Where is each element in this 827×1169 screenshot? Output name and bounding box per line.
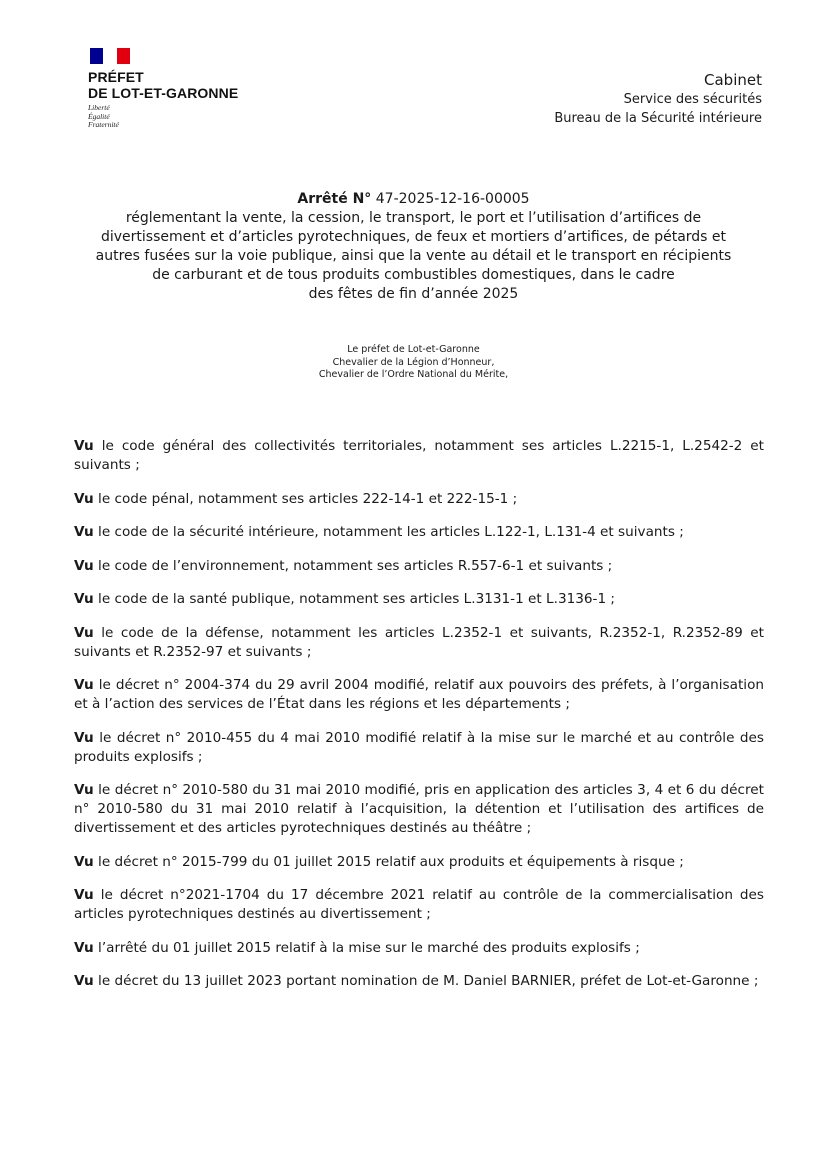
prefecture-logo xyxy=(88,48,238,130)
visa-item: Vu le décret n° 2010-455 du 4 mai 2010 modifié relatif à la mise sur le marché et au contrôle des produits explosifs ; xyxy=(74,729,764,765)
arrete-title-block xyxy=(80,190,747,304)
arrete-heading xyxy=(80,190,747,209)
visa-item: Vu le décret n°2021-1704 du 17 décembre 2021 relatif au contrôle de la commercialisation des articles pyrotechniques destinés au divertissement ; xyxy=(74,887,764,922)
subject-line: des fêtes de fin d’année 2025 xyxy=(308,286,519,302)
visa-item: Vu le code pénal, notamment ses articles 222-14-1 et 222-15-1 ; xyxy=(74,490,518,507)
visas-list xyxy=(74,437,764,1006)
arrete-label: Arrêté N° xyxy=(297,191,372,207)
subject-line: réglementant la vente, la cession, le transport, le port et l’utilisation d’artifices de xyxy=(125,210,702,226)
visa-item: Vu le code de la santé publique, notamment ses articles L.3131-1 et L.3136-1 ; xyxy=(74,591,615,607)
cabinet-label: Cabinet xyxy=(704,71,762,89)
service-line: Service des sécurités xyxy=(623,92,762,107)
visa-item: Vu le code de l’environnement, notamment ses articles R.557-6-1 et suivants ; xyxy=(74,557,613,574)
subject-line: divertissement et d’articles pyrotechniques, de feux et mortiers d’artifices, de pétards et xyxy=(100,229,727,245)
prefet-titles: Le préfet de Lot-et-Garonne Chevalier de la Légion d’Honneur, Chevalier de l’Ordre National du Mérite, xyxy=(318,344,509,380)
visa-item: Vu le code de la défense, notamment les articles L.2352-1 et suivants, R.2352-1, R.2352-89 et suivants et R.2352-97 et suivants ; xyxy=(74,624,764,660)
arrete-number: 47-2025-12-16-00005 xyxy=(375,191,530,207)
subject-line: autres fusées sur la voie publique, ainsi que la vente au détail et le transport en récipients xyxy=(95,248,732,264)
visa-item: Vu le code de la sécurité intérieure, notamment les articles L.122-1, L.131-4 et suivants ; xyxy=(74,524,684,540)
visa-item: Vu le code général des collectivités territoriales, notamment ses articles L.2215-1, L.2542-2 et suivants ; xyxy=(74,438,764,473)
visa-item: Vu le décret du 13 juillet 2023 portant nomination de M. Daniel BARNIER, préfet de Lot-et-Garonne ; xyxy=(74,973,759,989)
visa-item: Vu le décret n° 2015-799 du 01 juillet 2015 relatif aux produits et équipements à risque ; xyxy=(74,853,684,870)
bureau-line: Bureau de la Sécurité intérieure xyxy=(554,111,762,126)
subject-line: de carburant et de tous produits combustibles domestiques, dans le cadre xyxy=(152,267,675,283)
visa-item: Vu l’arrêté du 01 juillet 2015 relatif à la mise sur le marché des produits explosifs ; xyxy=(74,939,640,956)
logo-title: PRÉFET DE LOT-ET-GARONNE xyxy=(88,69,239,101)
visa-item: Vu le décret n° 2004-374 du 29 avril 2004 modifié, relatif aux pouvoirs des préfets, à l’organisation et à l’action des services de l’État dans les régions et les départements ; xyxy=(74,677,765,712)
french-flag-icon xyxy=(90,48,130,64)
issuing-service xyxy=(554,70,762,128)
visa-item: Vu le décret n° 2010-580 du 31 mai 2010 modifié, pris en application des articles 3, 4 et 6 du décret n° 2010-580 du 31 mai 2010 relatif à l’acquisition, la détention et l’utilisation des artifices de divertissement et des articles pyrotechniques destinés au théâtre ; xyxy=(74,782,764,836)
republic-motto: Liberté Égalité Fraternité xyxy=(88,103,119,129)
